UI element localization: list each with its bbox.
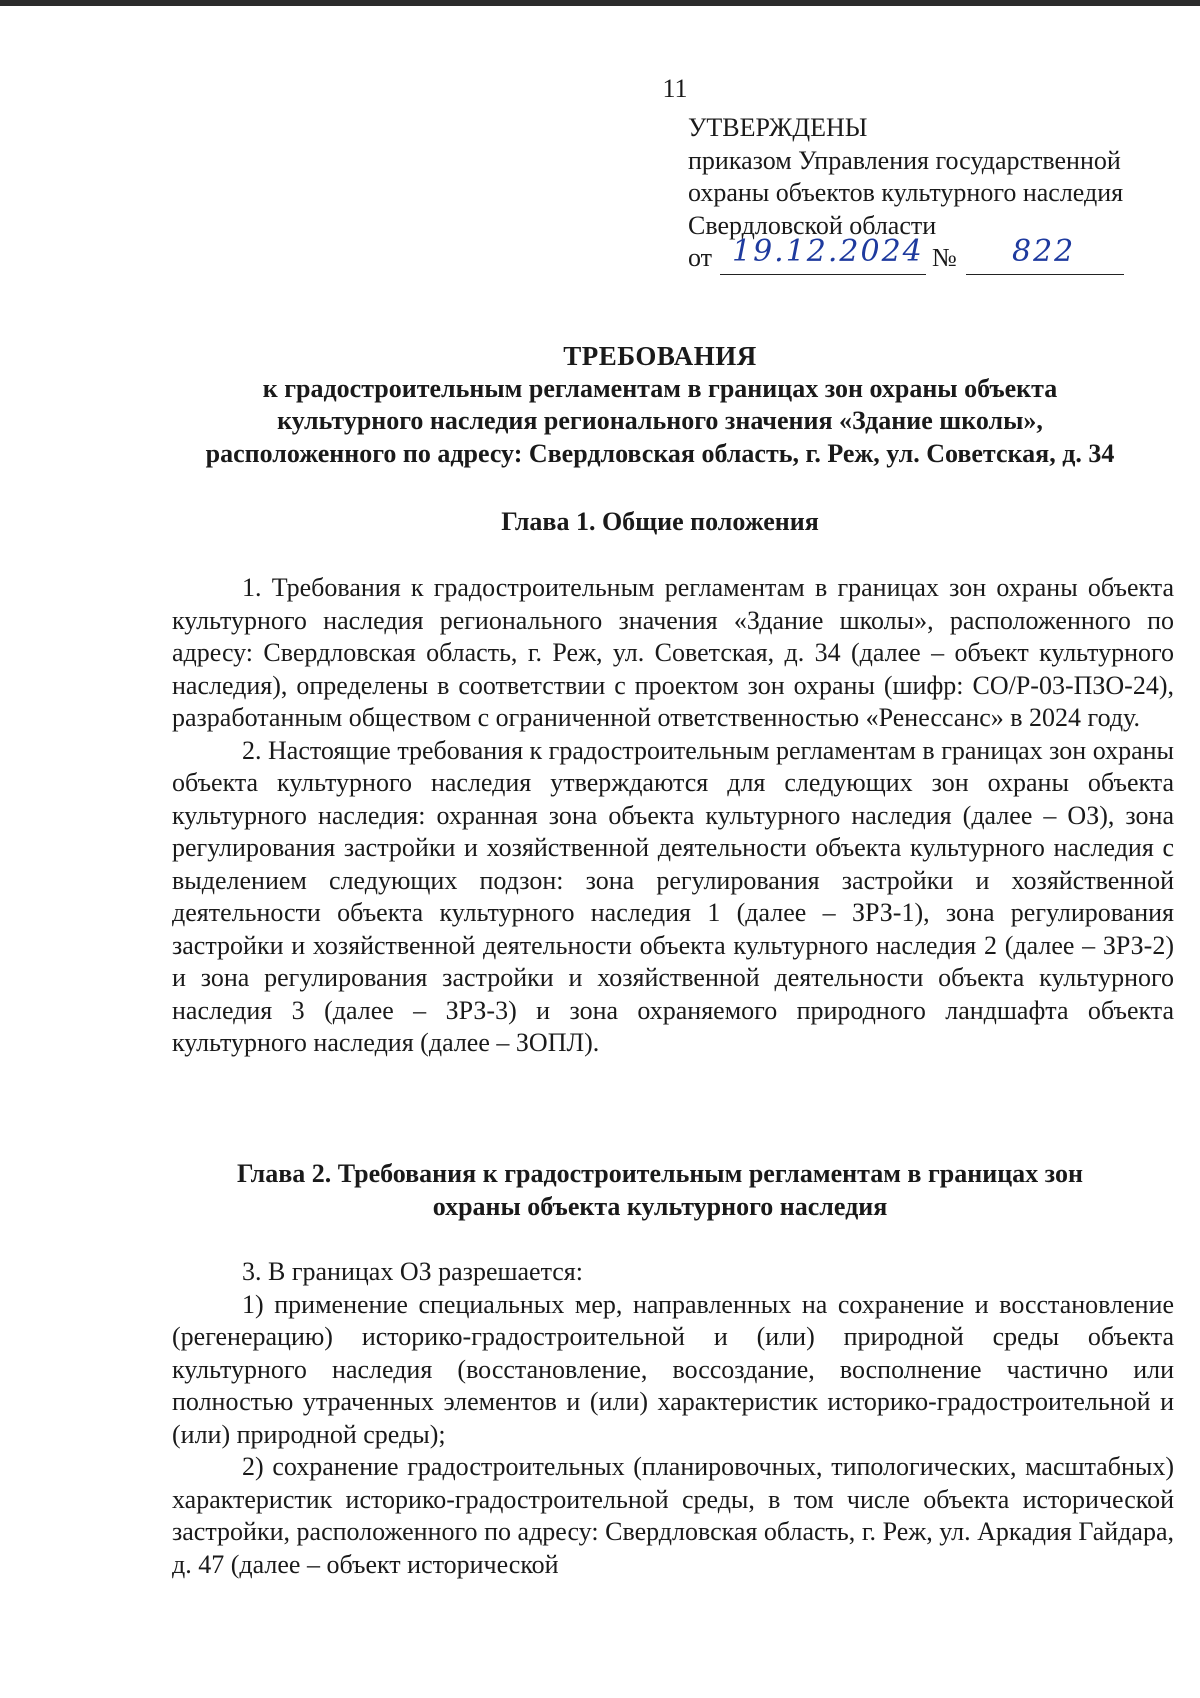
number-field: [966, 234, 1124, 275]
date-field: [720, 234, 926, 275]
title-line-2: культурного наследия регионального значения «Здание школы»,: [277, 406, 1043, 435]
paragraph: 3. В границах ОЗ разрешается:: [242, 1257, 583, 1286]
paragraph: 1. Требования к градостроительным регламентам в границах зон охраны объекта культурного наследия регионального значения «Здание школы», расположенного по адресу: Свердловская область, г. Реж, ул. Советская, д. 34 (далее – объект культурного наследия), определены в соответствии с проектом зон охраны (шифр: СО/Р-03-ПЗО-24), разработанным обществом с ограниченной ответственностью «Ренессанс» в 2024 году.: [172, 573, 1174, 732]
paragraph: 2) сохранение градостроительных (планировочных, типологических, масштабных) характеристик историко-градостроительной среды, в том числе объекта исторической застройки, расположенного по адресу: Свердловская область, г. Реж, ул. Аркадия Гайдара, д. 47 (далее – объект исторической: [172, 1452, 1174, 1579]
page-number: 11: [662, 74, 688, 103]
chapter-2-heading-line-1: Глава 2. Требования к градостроительным регламентам в границах зон: [237, 1159, 1083, 1188]
approval-line-1: приказом Управления государственной: [688, 145, 1121, 175]
title-line-1: к градостроительным регламентам в границах зон охраны объекта: [262, 373, 1058, 403]
handwritten-number: 822: [1012, 234, 1076, 269]
handwritten-date: 19.12.2024: [732, 234, 924, 269]
from-label: от: [688, 243, 713, 272]
document-title: ТРЕБОВАНИЯ: [563, 341, 757, 371]
document-title-block: [110, 340, 1200, 470]
chapter-1-body: [172, 572, 1174, 1060]
chapter-1-heading: Глава 1. Общие положения: [501, 507, 819, 536]
approval-line-2: охраны объектов культурного наследия: [688, 178, 1124, 207]
approval-date-number-row: [688, 234, 1188, 276]
scan-top-edge: [0, 0, 1200, 6]
paragraph: 2. Настоящие требования к градостроительным регламентам в границах зон охраны объекта культурного наследия утверждаются для следующих зон охраны объекта культурного наследия: охранная зона объекта культурного наследия (далее – ОЗ), зона регулирования застройки и хозяйственной деятельности объекта культурного наследия с выделением следующих подзон: зона регулирования застройки и хозяйственной деятельности объекта культурного наследия 1 (далее – ЗРЗ-1), зона регулирования застройки и хозяйственной деятельности объекта культурного наследия 2 (далее – ЗРЗ-2) и зона регулирования застройки и хозяйственной деятельности объекта культурного наследия 3 (далее – ЗРЗ-3) и зона охраняемого природного ландшафта объекта культурного наследия (далее – ЗОПЛ).: [172, 735, 1174, 1057]
paragraph: 1) применение специальных мер, направленных на сохранение и восстановление (регенерацию) историко-градостроительной и (или) природной среды объекта культурного наследия (восстановление, воссоздание, восполнение частично или полностью утраченных элементов и (или) характеристик историко-градостроительной и (или) природной среды);: [172, 1289, 1174, 1449]
approval-line-3: Свердловской области: [688, 210, 937, 240]
chapter-2-heading-line-2: охраны объекта культурного наследия: [432, 1191, 888, 1221]
approval-heading: УТВЕРЖДЕНЫ: [688, 113, 868, 142]
number-label: №: [932, 243, 957, 272]
approval-stamp-block: [688, 112, 1188, 276]
chapter-2-heading: [110, 1158, 1200, 1223]
chapter-2-body: [172, 1256, 1174, 1581]
title-line-3: расположенного по адресу: Свердловская область, г. Реж, ул. Советская, д. 34: [205, 438, 1115, 468]
